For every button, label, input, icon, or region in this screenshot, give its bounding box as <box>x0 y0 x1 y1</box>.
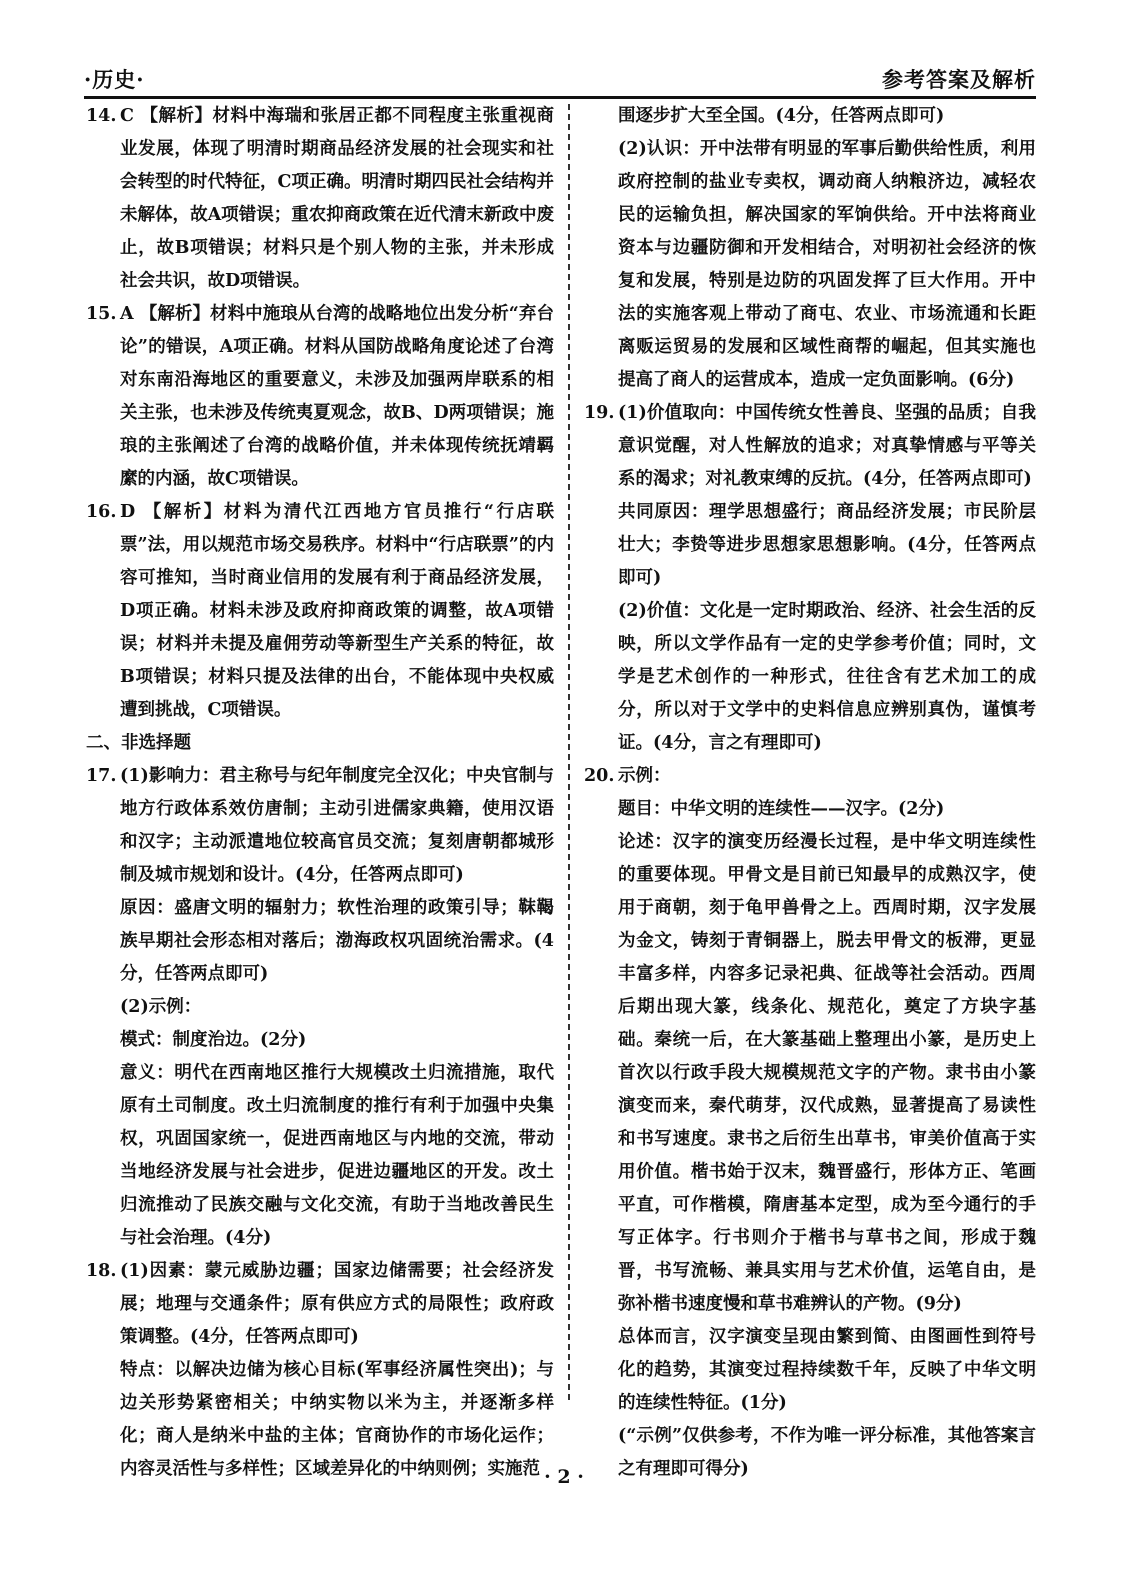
answer-17 <box>86 760 554 1255</box>
question-number: 17. <box>86 766 117 786</box>
page-number: · 2 · <box>544 1466 584 1488</box>
answer-paragraph: (2)认识：开中法带有明显的军事后勤供给性质，利用政府控制的盐业专卖权，调动商人纳粮济边，减轻农民的运输负担，解决国家的军饷供给。开中法将商业资本与边疆防御和开发相结合，对明初社会经济的恢复和发展，特别是边防的巩固发挥了巨大作用。开中法的实施客观上带动了商屯、农业、市场流通和长距离贩运贸易的发展和区域性商帮的崛起，但其实施也提高了商人的运营成本，造成一定负面影响。(6分) <box>618 139 1036 390</box>
header-title: 参考答案及解析 <box>882 67 1036 92</box>
question-number: 15. <box>86 304 117 324</box>
question-number: 16. <box>86 502 117 522</box>
question-number: 20. <box>584 766 615 786</box>
column-divider <box>568 104 570 1400</box>
answer-20 <box>584 760 1036 1486</box>
answer-19 <box>584 397 1036 760</box>
answer-paragraph: 模式：制度治边。(2分) <box>120 1030 307 1050</box>
question-number: 14. <box>86 106 117 126</box>
answer-14 <box>86 100 554 298</box>
answer-text: D 【解析】材料为清代江西地方官员推行“行店联票”法，用以规范市场交易秩序。材料中“行店联票”的内容可推知，当时商业信用的发展有利于商品经济发展，D项正确。材料未涉及政府抑商政策的调整，故A项错误；材料并未提及雇佣劳动等新型生产关系的特征，故B项错误；材料只提及法律的出台，不能体现中央权威遭到挑战，C项错误。 <box>120 502 554 720</box>
question-number: 18. <box>86 1261 117 1281</box>
answer-18 <box>86 1255 554 1486</box>
answer-15 <box>86 298 554 496</box>
answer-paragraph: 原因：盛唐文明的辐射力；软性治理的政策引导；靺鞨族早期社会形态相对落后；渤海政权巩固统治需求。(4分，任答两点即可) <box>120 898 554 984</box>
answer-text: C 【解析】材料中海瑞和张居正都不同程度主张重视商业发展，体现了明清时期商品经济发展的社会现实和社会转型的时代特征，C项正确。明清时期四民社会结构并未解体，故A项错误；重农抑商政策在近代清末新政中废止，故B项错误；材料只是个别人物的主张，并未形成社会共识，故D项错误。 <box>120 106 554 291</box>
answer-paragraph: 共同原因：理学思想盛行；商品经济发展；市民阶层壮大；李贽等进步思想家思想影响。(4分，任答两点即可) <box>618 502 1036 588</box>
answer-paragraph-continued: 围逐步扩大至全国。(4分，任答两点即可) <box>618 106 945 126</box>
answer-paragraph: 特点：以解决边储为核心目标(军事经济属性突出)；与边关形势紧密相关；中纳实物以米为主，并逐渐多样化；商人是纳米中盐的主体；官商协作的市场化运作；内容灵活性与多样性；区域差异化的中纳则例；实施范 <box>120 1360 554 1479</box>
subject-label: ·历史· <box>84 67 145 92</box>
answer-text: (1)价值取向：中国传统女性善良、坚强的品质；自我意识觉醒，对人性解放的追求；对真挚情感与平等关系的渴求；对礼教束缚的反抗。(4分，任答两点即可) <box>618 403 1036 489</box>
answer-paragraph: (2)示例： <box>120 997 202 1017</box>
answer-paragraph: 总体而言，汉字演变呈现由繁到简、由图画性到符号化的趋势，其演变过程持续数千年，反映了中华文明的连续性特征。(1分) <box>618 1327 1036 1413</box>
right-column <box>584 100 1036 1486</box>
answer-16 <box>86 496 554 727</box>
answer-paragraph: 意义：明代在西南地区推行大规模改土归流措施，取代原有土司制度。改土归流制度的推行有利于加强中央集权，巩固国家统一，促进西南地区与内地的交流，带动当地经济发展与社会进步，促进边疆地区的开发。改土归流推动了民族交融与文化交流，有助于当地改善民生与社会治理。(4分) <box>120 1063 554 1248</box>
answer-paragraph: (“示例”仅供参考，不作为唯一评分标准，其他答案言之有理即可得分) <box>618 1426 1036 1479</box>
answer-text: (1)因素：蒙元威胁边疆；国家边储需要；社会经济发展；地理与交通条件；原有供应方式的局限性；政府政策调整。(4分，任答两点即可) <box>120 1261 554 1347</box>
section-title: 二、非选择题 <box>86 733 191 753</box>
answer-text: 示例： <box>618 766 671 786</box>
question-number: 19. <box>584 403 615 423</box>
answer-paragraph: 题目：中华文明的连续性——汉字。(2分) <box>618 799 945 819</box>
answer-paragraph: (2)价值：文化是一定时期政治、经济、社会生活的反映，所以文学作品有一定的史学参考价值；同时，文学是艺术创作的一种形式，往往含有艺术加工的成分，所以对于文学中的史料信息应辨别真伪，谨慎考证。(4分，言之有理即可) <box>618 601 1036 753</box>
page-header <box>84 62 1036 99</box>
answer-text: A 【解析】材料中施琅从台湾的战略地位出发分析“弃台论”的错误，A项正确。材料从国防战略角度论述了台湾对东南沿海地区的重要意义，未涉及加强两岸联系的相关主张，也未涉及传统夷夏观念，故B、D两项错误；施琅的主张阐述了台湾的战略价值，并未体现传统抚靖羁縻的内涵，故C项错误。 <box>120 304 554 489</box>
left-column <box>86 100 554 1486</box>
answer-paragraph: 论述：汉字的演变历经漫长过程，是中华文明连续性的重要体现。甲骨文是目前已知最早的成熟汉字，使用于商朝，刻于龟甲兽骨之上。西周时期，汉字发展为金文，铸刻于青铜器上，脱去甲骨文的板滞，更显丰富多样，内容多记录祀典、征战等社会活动。西周后期出现大篆，线条化、规范化，奠定了方块字基础。秦统一后，在大篆基础上整理出小篆，是历史上首次以行政手段大规模规范文字的产物。隶书由小篆演变而来，秦代萌芽，汉代成熟，显著提高了易读性和书写速度。隶书之后衍生出草书，审美价值高于实用价值。楷书始于汉末，魏晋盛行，形体方正、笔画平直，可作楷模，隋唐基本定型，成为至今通行的手写正体字。行书则介于楷书与草书之间，形成于魏晋，书写流畅、兼具实用与艺术价值，运笔自由，是弥补楷书速度慢和草书难辨认的产物。(9分) <box>618 832 1036 1314</box>
answer-text: (1)影响力：君主称号与纪年制度完全汉化；中央官制与地方行政体系效仿唐制；主动引进儒家典籍，使用汉语和汉字；主动派遣地位较高官员交流；复刻唐朝都城形制及城市规划和设计。(4分，任答两点即可) <box>120 766 554 885</box>
